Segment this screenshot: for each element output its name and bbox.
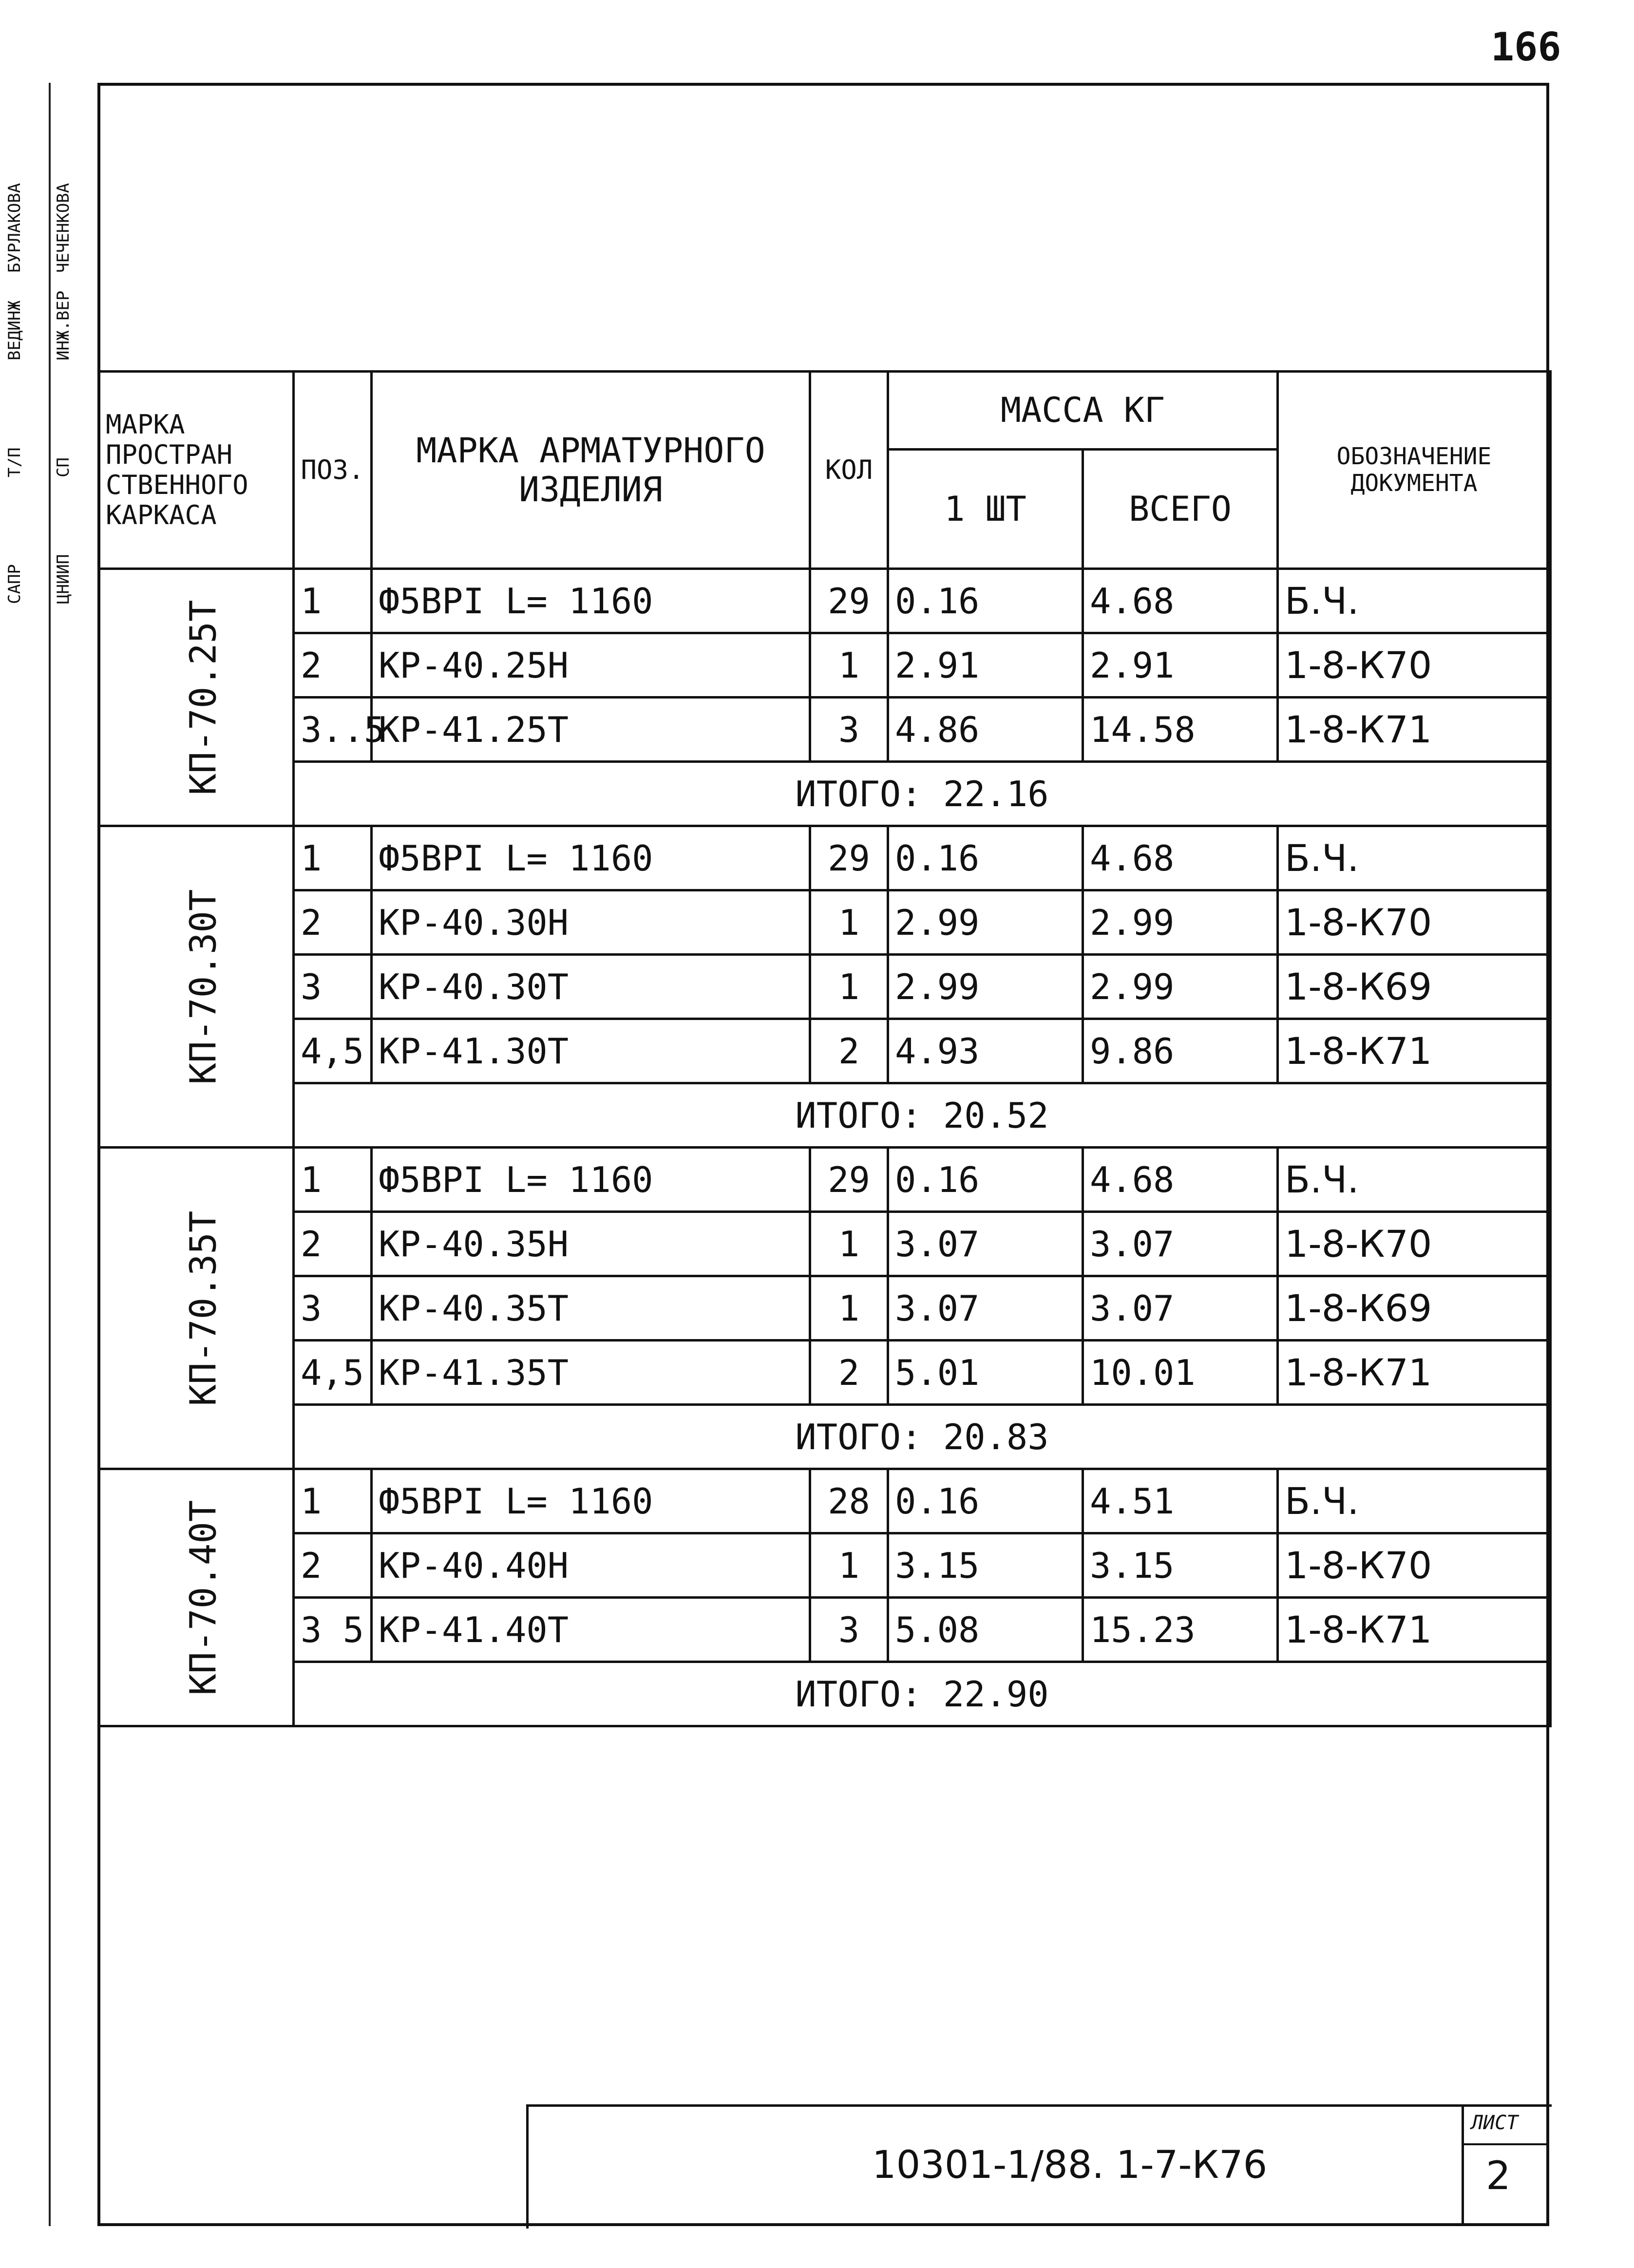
table-row bbox=[99, 1148, 1551, 1212]
frame-mark-cell bbox=[99, 1469, 294, 1726]
item-mark-cell: КР-40.40Н bbox=[372, 1533, 810, 1598]
doc-cell: 1-8-К70 bbox=[1278, 1212, 1551, 1276]
mass-one-cell: 2.99 bbox=[888, 955, 1083, 1019]
sheet-label: ЛИСТ bbox=[1471, 2112, 1519, 2134]
mass-total-cell: 3.07 bbox=[1083, 1276, 1278, 1341]
mass-total-cell: 9.86 bbox=[1083, 1019, 1278, 1083]
mass-one-cell: 5.01 bbox=[888, 1341, 1083, 1405]
pos-cell: 2 bbox=[294, 633, 372, 698]
item-mark-cell: Ф5ВРI L= 1160 bbox=[372, 1469, 810, 1533]
pos-cell: 2 bbox=[294, 1212, 372, 1276]
qty-cell: 2 bbox=[810, 1019, 888, 1083]
table-row bbox=[99, 1598, 1551, 1662]
mass-total-cell: 15.23 bbox=[1083, 1598, 1278, 1662]
doc-cell: 1-8-К69 bbox=[1278, 955, 1551, 1019]
pos-cell: 1 bbox=[294, 1148, 372, 1212]
mass-one-cell: 2.99 bbox=[888, 890, 1083, 955]
mass-one-cell: 5.08 bbox=[888, 1598, 1083, 1662]
doc-cell: Б.Ч. bbox=[1278, 569, 1551, 633]
mass-one-cell: 3.15 bbox=[888, 1533, 1083, 1598]
mass-total-cell: 14.58 bbox=[1083, 698, 1278, 762]
pos-cell: 1 bbox=[294, 1469, 372, 1533]
doc-cell: Б.Ч. bbox=[1278, 1469, 1551, 1533]
group-total: ИТОГО: 22.90 bbox=[294, 1662, 1551, 1726]
qty-cell: 3 bbox=[810, 1598, 888, 1662]
doc-cell: 1-8-К71 bbox=[1278, 1598, 1551, 1662]
group-total: ИТОГО: 20.83 bbox=[294, 1405, 1551, 1469]
pos-cell: 2 bbox=[294, 1533, 372, 1598]
item-mark-cell: Ф5ВРI L= 1160 bbox=[372, 826, 810, 890]
frame-mark-cell bbox=[99, 1148, 294, 1469]
pos-cell: 4,5 bbox=[294, 1019, 372, 1083]
doc-cell: 1-8-К70 bbox=[1278, 890, 1551, 955]
mass-total-cell: 3.15 bbox=[1083, 1533, 1278, 1598]
doc-cell: 1-8-К71 bbox=[1278, 698, 1551, 762]
mass-total-cell: 4.68 bbox=[1083, 569, 1278, 633]
mass-one-cell: 0.16 bbox=[888, 1469, 1083, 1533]
doc-cell: Б.Ч. bbox=[1278, 826, 1551, 890]
item-mark-cell: КР-40.35Н bbox=[372, 1212, 810, 1276]
mass-total-cell: 3.07 bbox=[1083, 1212, 1278, 1276]
sheet-divider bbox=[1462, 2143, 1549, 2145]
mass-one-cell: 4.93 bbox=[888, 1019, 1083, 1083]
qty-cell: 29 bbox=[810, 1148, 888, 1212]
approval-role: САПР bbox=[5, 564, 24, 604]
pos-cell: 3 5 bbox=[294, 1598, 372, 1662]
table-row bbox=[99, 890, 1551, 955]
approval-name: ЦНИИП bbox=[54, 554, 73, 604]
mass-one-cell: 3.07 bbox=[888, 1276, 1083, 1341]
header-item-mark: МАРКА АРМАТУРНОГО ИЗДЕЛИЯ bbox=[372, 372, 810, 569]
frame-mark-cell bbox=[99, 826, 294, 1148]
approval-role: БУРЛАКОВА bbox=[5, 183, 24, 273]
qty-cell: 1 bbox=[810, 1533, 888, 1598]
qty-cell: 29 bbox=[810, 569, 888, 633]
total-row bbox=[99, 1083, 1551, 1148]
item-mark-cell: КР-41.30Т bbox=[372, 1019, 810, 1083]
frame-mark: КП-70.40Т bbox=[182, 1500, 225, 1695]
table-row bbox=[99, 1469, 1551, 1533]
total-row bbox=[99, 1405, 1551, 1469]
mass-one-cell: 0.16 bbox=[888, 569, 1083, 633]
header-frame-mark: МАРКА ПРОСТРАН СТВЕННОГО КАРКАСА bbox=[99, 372, 294, 569]
item-mark-cell: КР-40.25Н bbox=[372, 633, 810, 698]
table-row bbox=[99, 1341, 1551, 1405]
frame-mark: КП-70.30Т bbox=[182, 889, 225, 1084]
item-mark-cell: КР-41.40Т bbox=[372, 1598, 810, 1662]
mass-total-cell: 10.01 bbox=[1083, 1341, 1278, 1405]
mass-one-cell: 0.16 bbox=[888, 1148, 1083, 1212]
approval-name: ИНЖ.ВЕР bbox=[54, 290, 73, 360]
table-row bbox=[99, 1019, 1551, 1083]
pos-cell: 3 bbox=[294, 955, 372, 1019]
item-mark-cell: КР-40.30Т bbox=[372, 955, 810, 1019]
group-total: ИТОГО: 20.52 bbox=[294, 1083, 1551, 1148]
qty-cell: 2 bbox=[810, 1341, 888, 1405]
doc-cell: 1-8-К70 bbox=[1278, 1533, 1551, 1598]
mass-one-cell: 4.86 bbox=[888, 698, 1083, 762]
left-margin-line bbox=[49, 83, 51, 2226]
item-mark-cell: Ф5ВРI L= 1160 bbox=[372, 569, 810, 633]
pos-cell: 2 bbox=[294, 890, 372, 955]
group-total: ИТОГО: 22.16 bbox=[294, 762, 1551, 826]
header-qty: КОЛ bbox=[810, 372, 888, 569]
frame-mark: КП-70.35Т bbox=[182, 1210, 225, 1406]
table-row bbox=[99, 633, 1551, 698]
frame-mark-cell bbox=[99, 569, 294, 826]
mass-total-cell: 2.99 bbox=[1083, 890, 1278, 955]
qty-cell: 1 bbox=[810, 633, 888, 698]
table-row bbox=[99, 826, 1551, 890]
specification-table bbox=[97, 370, 1552, 1727]
mass-total-cell: 4.68 bbox=[1083, 826, 1278, 890]
mass-total-cell: 4.51 bbox=[1083, 1469, 1278, 1533]
page-number: 166 bbox=[1491, 24, 1561, 70]
item-mark-cell: Ф5ВРI L= 1160 bbox=[372, 1148, 810, 1212]
item-mark-cell: КР-41.25Т bbox=[372, 698, 810, 762]
total-row bbox=[99, 1662, 1551, 1726]
mass-total-cell: 4.68 bbox=[1083, 1148, 1278, 1212]
qty-cell: 1 bbox=[810, 1276, 888, 1341]
approval-role: Т/П bbox=[5, 447, 24, 477]
doc-cell: 1-8-К70 bbox=[1278, 633, 1551, 698]
total-row bbox=[99, 762, 1551, 826]
item-mark-cell: КР-40.35Т bbox=[372, 1276, 810, 1341]
approval-role: ВЕДИНЖ bbox=[5, 301, 24, 360]
pos-cell: 1 bbox=[294, 826, 372, 890]
table-row bbox=[99, 698, 1551, 762]
sheet-number: 2 bbox=[1486, 2153, 1511, 2198]
doc-cell: 1-8-К71 bbox=[1278, 1341, 1551, 1405]
qty-cell: 28 bbox=[810, 1469, 888, 1533]
doc-cell: 1-8-К69 bbox=[1278, 1276, 1551, 1341]
approval-name: ЧЕЧЕНКОВА bbox=[54, 183, 73, 273]
mass-one-cell: 0.16 bbox=[888, 826, 1083, 890]
header-pos: ПОЗ. bbox=[294, 372, 372, 569]
qty-cell: 1 bbox=[810, 955, 888, 1019]
qty-cell: 29 bbox=[810, 826, 888, 890]
item-mark-cell: КР-40.30Н bbox=[372, 890, 810, 955]
mass-one-cell: 2.91 bbox=[888, 633, 1083, 698]
header-mass: МАССА КГ bbox=[888, 372, 1278, 450]
doc-cell: 1-8-К71 bbox=[1278, 1019, 1551, 1083]
pos-cell: 1 bbox=[294, 569, 372, 633]
document-code: 10301-1/88. 1-7-К76 bbox=[872, 2143, 1268, 2187]
pos-cell: 3 bbox=[294, 1276, 372, 1341]
header-mass-total: ВСЕГО bbox=[1083, 450, 1278, 569]
mass-total-cell: 2.91 bbox=[1083, 633, 1278, 698]
table-row bbox=[99, 569, 1551, 633]
table-row bbox=[99, 1276, 1551, 1341]
qty-cell: 1 bbox=[810, 1212, 888, 1276]
mass-one-cell: 3.07 bbox=[888, 1212, 1083, 1276]
table-row bbox=[99, 955, 1551, 1019]
doc-cell: Б.Ч. bbox=[1278, 1148, 1551, 1212]
pos-cell: 3..5 bbox=[294, 698, 372, 762]
item-mark-cell: КР-41.35Т bbox=[372, 1341, 810, 1405]
pos-cell: 4,5 bbox=[294, 1341, 372, 1405]
header-mass-one: 1 ШТ bbox=[888, 450, 1083, 569]
mass-total-cell: 2.99 bbox=[1083, 955, 1278, 1019]
approval-name: СП bbox=[54, 457, 73, 477]
qty-cell: 1 bbox=[810, 890, 888, 955]
table-row bbox=[99, 1533, 1551, 1598]
table-row bbox=[99, 1212, 1551, 1276]
qty-cell: 3 bbox=[810, 698, 888, 762]
header-doc: ОБОЗНАЧЕНИЕ ДОКУМЕНТА bbox=[1278, 372, 1551, 569]
frame-mark: КП-70.25Т bbox=[182, 600, 225, 795]
